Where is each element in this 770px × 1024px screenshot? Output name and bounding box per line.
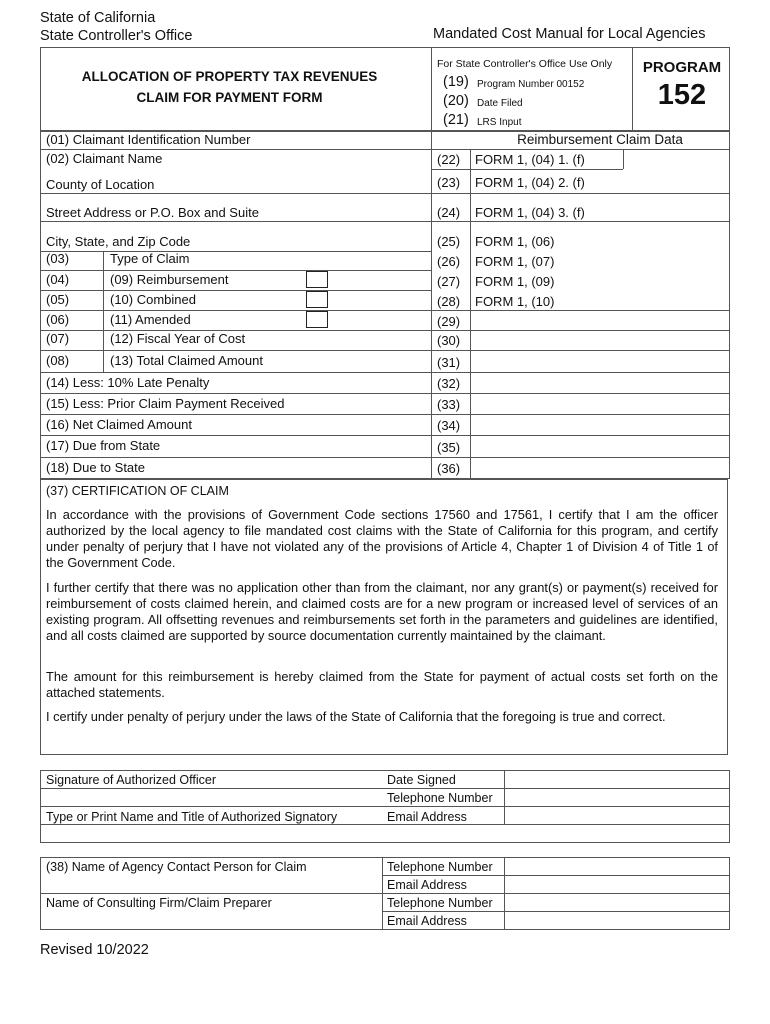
agency-contact-label: (38) Name of Agency Contact Person for Claim <box>46 860 307 874</box>
date-signed-field[interactable] <box>505 771 729 788</box>
reimbursement-data-heading: Reimbursement Claim Data <box>517 132 683 147</box>
street-label: Street Address or P.O. Box and Suite <box>46 205 259 220</box>
sco-field-number: (19) <box>443 74 469 90</box>
firm-telephone-label: Telephone Number <box>387 896 493 910</box>
consulting-firm-label: Name of Consulting Firm/Claim Preparer <box>46 896 272 910</box>
certification-paragraph: In accordance with the provisions of Government Code sections 17560 and 17561, I certify that I am the officer authorized by the local agency to file mandated cost claims with the State of California for this program, and certify under penalty of perjury that I have not violated any of the provisions of Article 4, Chapter 1 of Division 4 of Title 1 of the Government Code. <box>46 507 718 570</box>
sco-field-number: (21) <box>443 112 469 128</box>
combined-checkbox[interactable] <box>306 291 328 308</box>
revision-date: Revised 10/2022 <box>40 942 149 958</box>
form-ref: FORM 1, (04) 2. (f) <box>475 175 585 190</box>
print-name-label: Type or Print Name and Title of Authorized Signatory <box>46 810 338 824</box>
type-of-claim-label: Type of Claim <box>110 251 190 266</box>
row-code: (04) <box>46 272 70 287</box>
certification-paragraph: I further certify that there was no application other than from the claimant, nor any grant(s) or payment(s) received for reimbursement of costs claimed herein, and claimed costs are for a new program or increased level of services of an existing program. All offsetting revenues and reimbursements set forth in the parameters and guidelines are identified, and all costs claimed are supported by source documentation currently maintained by the claimant. <box>46 580 718 643</box>
form-ref: FORM 1, (04) 1. (f) <box>475 152 585 167</box>
form-header-box <box>40 47 730 131</box>
row-code: (05) <box>46 292 70 307</box>
field-number: (27) <box>437 274 461 289</box>
form-ref: FORM 1, (06) <box>475 234 555 249</box>
manual-title: Mandated Cost Manual for Local Agencies <box>433 26 706 42</box>
sco-field-number: (20) <box>443 93 469 109</box>
agency-name: State of California <box>40 10 156 26</box>
field-number: (28) <box>437 294 461 309</box>
form-ref: FORM 1, (09) <box>475 274 555 289</box>
sco-use-heading: For State Controller's Office Use Only <box>437 58 613 70</box>
row-code: (08) <box>46 353 70 368</box>
form-ref: FORM 1, (04) 3. (f) <box>475 205 585 220</box>
reimbursement-checkbox[interactable] <box>306 271 328 288</box>
field-number: (23) <box>437 175 461 190</box>
certification-paragraph: The amount for this reimbursement is hereby claimed from the State for payment of actual costs set forth on the attached statements. <box>46 669 718 700</box>
form-title-line2: CLAIM FOR PAYMENT FORM <box>136 90 323 105</box>
field-number: (36) <box>437 461 461 476</box>
firm-email-label: Email Address <box>387 914 467 928</box>
net-claimed-label: (16) Net Claimed Amount <box>46 417 192 432</box>
prior-payment-label: (15) Less: Prior Claim Payment Received <box>46 396 285 411</box>
office-name: State Controller's Office <box>40 28 193 44</box>
signature-officer-label: Signature of Authorized Officer <box>46 773 217 787</box>
field-number: (30) <box>437 333 461 348</box>
row-code: (06) <box>46 312 70 327</box>
sco-field-label: Program Number 00152 <box>477 79 585 90</box>
field-number: (31) <box>437 355 461 370</box>
program-number: 152 <box>657 79 707 111</box>
field-number: (35) <box>437 440 461 455</box>
amended-label: (11) Amended <box>110 312 191 327</box>
due-from-state-label: (17) Due from State <box>46 438 161 453</box>
field-number: (34) <box>437 418 461 433</box>
field-number: (25) <box>437 234 461 249</box>
date-signed-label: Date Signed <box>387 773 456 787</box>
contact-email-label: Email Address <box>387 878 467 892</box>
certification-paragraph: I certify under penalty of perjury under the laws of the State of California that the foregoing is true and correct. <box>46 709 666 724</box>
due-to-state-label: (18) Due to State <box>46 460 145 475</box>
county-label: County of Location <box>46 177 155 192</box>
program-label: PROGRAM <box>642 59 722 76</box>
amended-checkbox[interactable] <box>306 311 328 328</box>
sco-field-label: LRS Input <box>477 117 522 128</box>
reimbursement-label: (09) Reimbursement <box>110 272 229 287</box>
telephone-field[interactable] <box>505 789 729 806</box>
combined-label: (10) Combined <box>110 292 196 307</box>
contact-telephone-label: Telephone Number <box>387 860 493 874</box>
email-field[interactable] <box>505 807 729 824</box>
claimant-id-label: (01) Claimant Identification Number <box>46 132 251 147</box>
field-number: (24) <box>437 205 461 220</box>
form-ref: FORM 1, (07) <box>475 254 555 269</box>
form-ref: FORM 1, (10) <box>475 294 555 309</box>
field-number: (22) <box>437 152 461 167</box>
fiscal-year-label: (12) Fiscal Year of Cost <box>110 331 246 346</box>
field-number: (32) <box>437 376 461 391</box>
field-number: (26) <box>437 254 461 269</box>
email-label: Email Address <box>387 810 467 824</box>
claimant-name-label: (02) Claimant Name <box>46 151 163 166</box>
row-code: (03) <box>46 251 70 266</box>
row-code: (07) <box>46 331 70 346</box>
late-penalty-label: (14) Less: 10% Late Penalty <box>46 375 210 390</box>
city-label: City, State, and Zip Code <box>46 234 191 249</box>
field-number: (29) <box>437 314 461 329</box>
form-title-line1: ALLOCATION OF PROPERTY TAX REVENUES <box>81 69 378 84</box>
field-number: (33) <box>437 397 461 412</box>
certification-heading: (37) CERTIFICATION OF CLAIM <box>46 484 229 498</box>
sco-field-label: Date Filed <box>477 98 523 109</box>
total-claimed-label: (13) Total Claimed Amount <box>110 353 263 368</box>
telephone-label: Telephone Number <box>387 791 493 805</box>
